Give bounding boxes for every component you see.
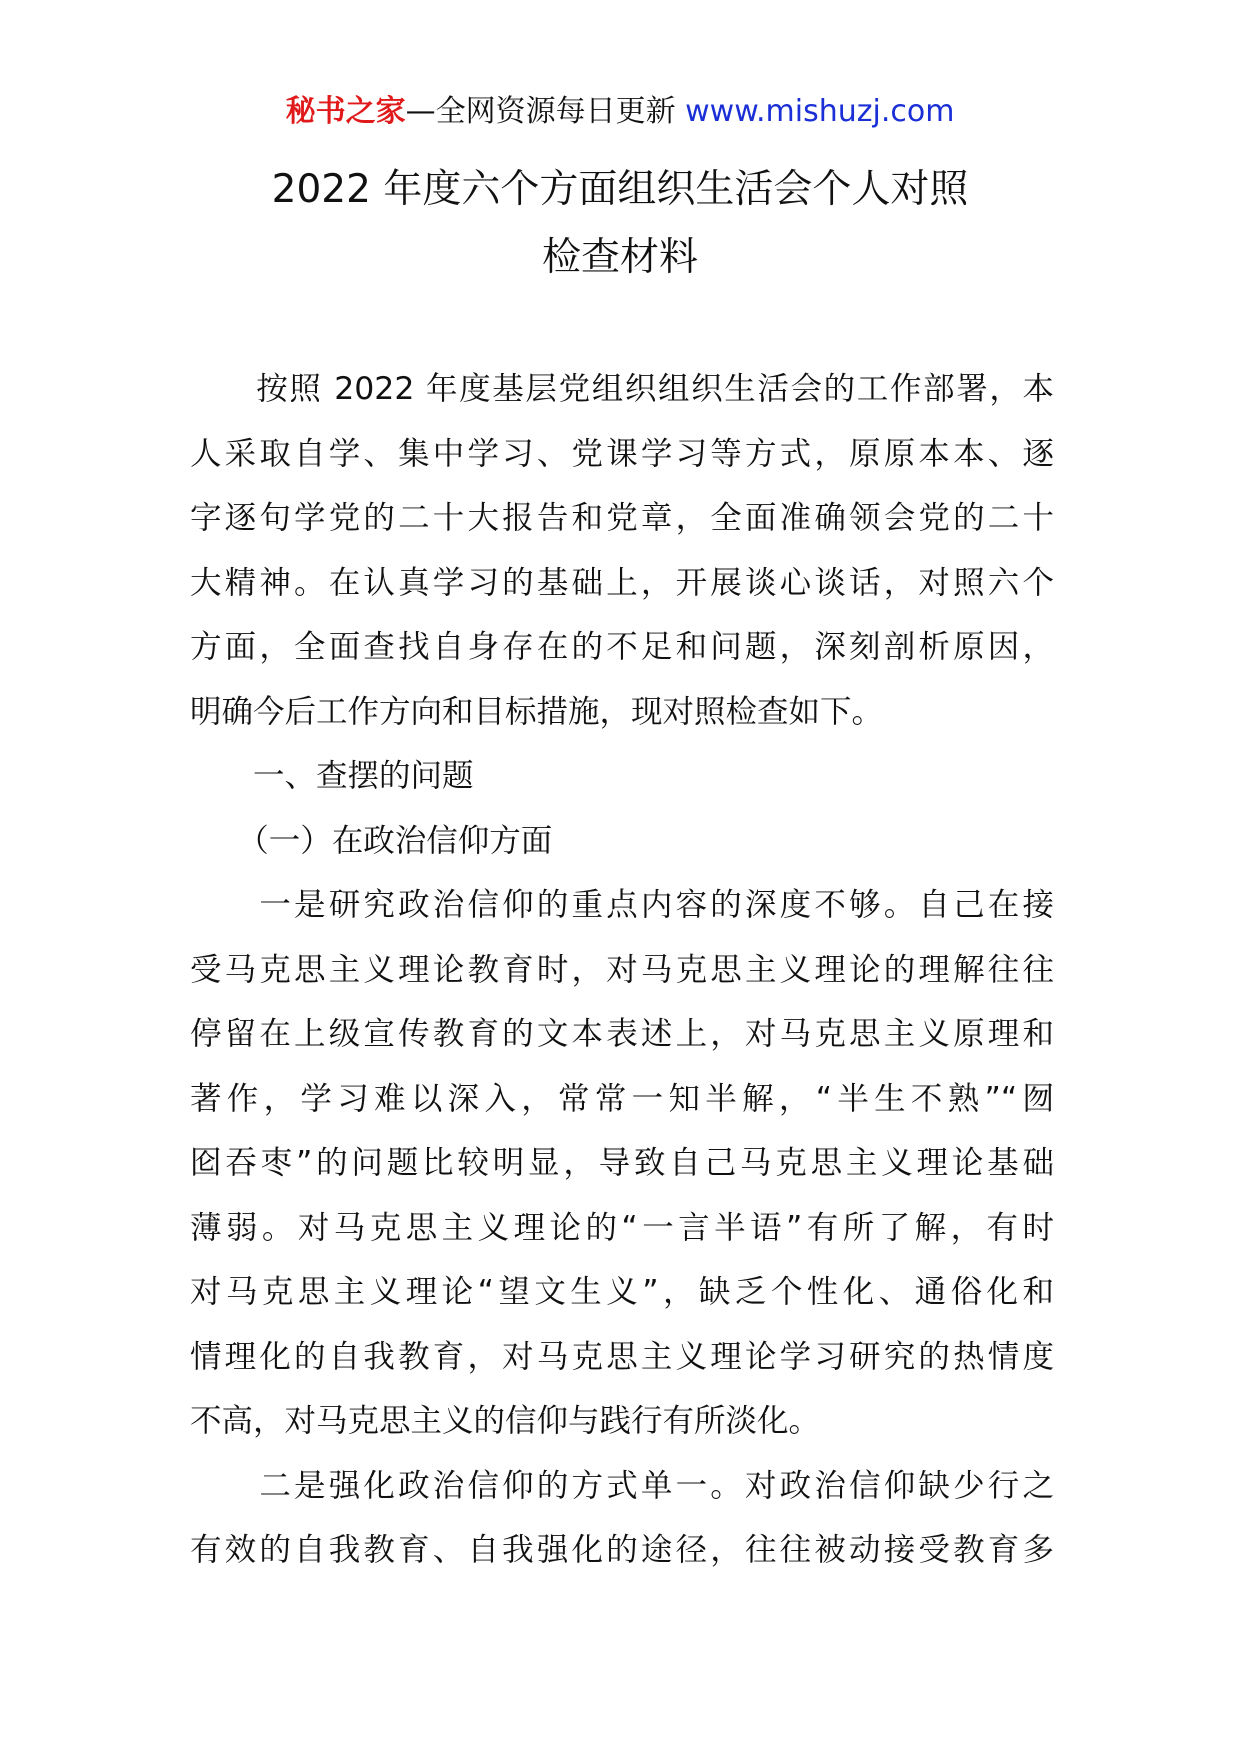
body-text-line: 人采取自学、集中学习、党课学习等方式，原原本本、逐: [190, 435, 1054, 472]
watermark-header: [0, 92, 1240, 132]
body-text-line: 二是强化政治信仰的方式单一。对政治信仰缺少行之: [190, 1467, 1054, 1504]
body-text-line: （一）在政治信仰方面: [190, 822, 553, 859]
site-url: www.mishuzj.com: [685, 94, 955, 129]
body-text-line: 有效的自我教育、自我强化的途径，往往被动接受教育多: [190, 1532, 1054, 1568]
body-text-line: 停留在上级宣传教育的文本表述上，对马克思主义原理和: [190, 1016, 1054, 1052]
body-text-line: 受马克思主义理论教育时，对马克思主义理论的理解往往: [190, 951, 1054, 988]
body-text-line: 方面，全面查找自身存在的不足和问题，深刻剖析原因，: [190, 629, 1054, 665]
body-text-line: 大精神。在认真学习的基础上，开展谈心谈话，对照六个: [190, 564, 1054, 601]
body-text-line: 一、查摆的问题: [190, 758, 474, 794]
body-text-line: 情理化的自我教育，对马克思主义理论学习研究的热情度: [190, 1338, 1054, 1375]
body-text-line: 囵吞枣”的问题比较明显，导致自己马克思主义理论基础: [190, 1145, 1054, 1181]
body-text-line: 不高，对马克思主义的信仰与践行有所淡化。: [190, 1403, 821, 1439]
body-text-line: 薄弱。对马克思主义理论的“一言半语”有所了解，有时: [190, 1209, 1054, 1246]
body-text-line: 明确今后工作方向和目标措施，现对照检查如下。: [190, 693, 884, 730]
body-text-line: 对马克思主义理论“望文生义”，缺乏个性化、通俗化和: [190, 1274, 1054, 1310]
document-body: [190, 357, 1054, 1583]
body-text-line: 字逐句学党的二十大报告和党章，全面准确领会党的二十: [190, 500, 1054, 536]
body-text-line: 一是研究政治信仰的重点内容的深度不够。自己在接: [190, 887, 1054, 923]
brand-slogan: —全网资源每日更新: [405, 94, 686, 129]
brand-name: 秘书之家: [285, 94, 406, 129]
document-title-line-1: 2022 年度六个方面组织生活会个人对照: [271, 167, 969, 212]
body-text-line: 著作，学习难以深入，常常一知半解，“半生不熟”“囫: [190, 1080, 1054, 1117]
body-text-line: 按照 2022 年度基层党组织组织生活会的工作部署，本: [190, 371, 1054, 407]
document-title-line-2: 检查材料: [541, 235, 698, 280]
